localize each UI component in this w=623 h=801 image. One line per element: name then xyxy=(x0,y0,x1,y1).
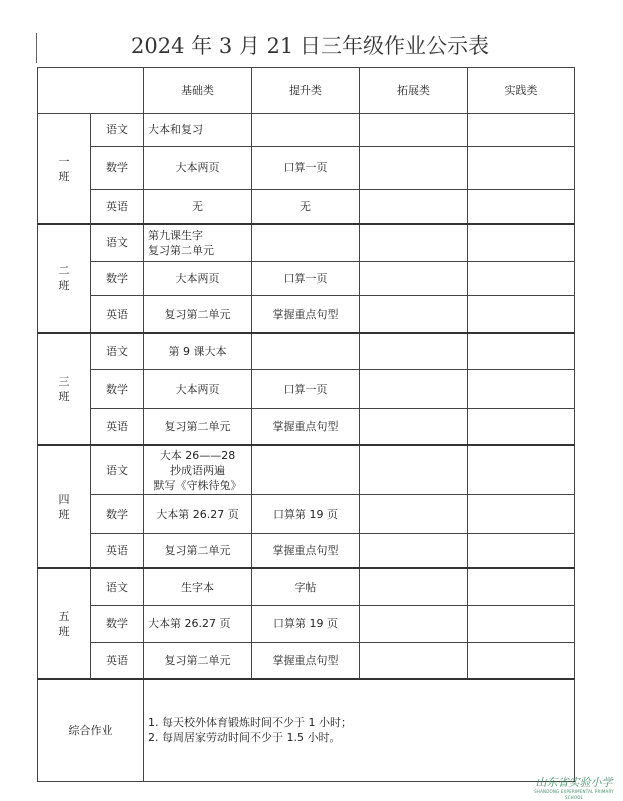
table-row xyxy=(38,605,575,642)
table-row xyxy=(38,568,575,605)
extended-cell xyxy=(360,568,468,605)
extended-cell xyxy=(360,146,468,189)
subject-cell: 语文 xyxy=(91,224,144,261)
basic-cell xyxy=(144,495,252,534)
cell-line: 第 9 课大本 xyxy=(168,344,227,358)
practice-cell xyxy=(468,642,575,679)
header-row xyxy=(38,68,575,114)
practice-cell xyxy=(468,568,575,605)
cell-line: 大本第 26.27 页 xyxy=(156,507,239,521)
extended-cell xyxy=(360,445,468,494)
advanced-cell xyxy=(252,114,360,147)
subject-cell: 数学 xyxy=(91,370,144,409)
header-corner-cell xyxy=(38,68,144,114)
advanced-cell xyxy=(252,261,360,296)
practice-cell xyxy=(468,333,575,370)
basic-cell xyxy=(144,409,252,446)
practice-cell xyxy=(468,114,575,147)
practice-cell xyxy=(468,296,575,333)
subject-cell: 数学 xyxy=(91,261,144,296)
cell-line: 掌握重点句型 xyxy=(272,653,339,667)
extended-cell xyxy=(360,261,468,296)
cell-line: 第九课生字 xyxy=(148,228,203,242)
advanced-cell xyxy=(252,189,360,224)
basic-cell xyxy=(144,605,252,642)
class-label-char: 五 xyxy=(58,609,70,623)
summary-content xyxy=(144,679,575,782)
summary-label: 综合作业 xyxy=(38,679,144,782)
cell-line: 复习第二单元 xyxy=(164,420,231,434)
cell-line: 口算第 19 页 xyxy=(273,507,338,521)
class-label-char: 班 xyxy=(58,390,70,404)
extended-cell xyxy=(360,224,468,261)
class-label-char: 班 xyxy=(58,507,70,521)
homework-table xyxy=(37,67,575,782)
subject-cell: 语文 xyxy=(91,568,144,605)
extended-cell xyxy=(360,370,468,409)
extended-cell xyxy=(360,409,468,446)
basic-cell xyxy=(144,224,252,261)
advanced-cell xyxy=(252,605,360,642)
class-label-char: 四 xyxy=(58,492,70,506)
table-row xyxy=(38,445,575,494)
practice-cell xyxy=(468,146,575,189)
cell-line: 复习第二单元 xyxy=(164,653,231,667)
table-row xyxy=(38,495,575,534)
homework-table-body xyxy=(38,68,575,782)
cell-line: 复习第二单元 xyxy=(148,243,214,257)
table-row xyxy=(38,370,575,409)
class-label-cell xyxy=(38,568,91,679)
summary-item: 1. 每天校外体育锻炼时间不少于 1 小时； xyxy=(148,716,352,730)
cell-line: 口算第 19 页 xyxy=(273,617,338,631)
cell-line: 大本两页 xyxy=(175,161,220,175)
advanced-cell xyxy=(252,409,360,446)
extended-cell xyxy=(360,605,468,642)
page-title: 2024 年 3 月 21 日三年级作业公示表 xyxy=(131,34,489,58)
table-row xyxy=(38,261,575,296)
subject-cell: 数学 xyxy=(91,495,144,534)
advanced-cell xyxy=(252,445,360,494)
advanced-cell xyxy=(252,370,360,409)
class-label-cell xyxy=(38,333,91,446)
subject-cell: 英语 xyxy=(91,642,144,679)
basic-cell xyxy=(144,114,252,147)
subject-cell: 英语 xyxy=(91,189,144,224)
subject-cell: 英语 xyxy=(91,409,144,446)
class-label-cell xyxy=(38,445,91,568)
header-practice: 实践类 xyxy=(468,68,575,114)
cell-line: 默写《守株待兔》 xyxy=(153,478,242,492)
practice-cell xyxy=(468,445,575,494)
practice-cell xyxy=(468,409,575,446)
advanced-cell xyxy=(252,495,360,534)
basic-cell xyxy=(144,333,252,370)
basic-cell xyxy=(144,568,252,605)
summary-row xyxy=(38,679,575,782)
table-row xyxy=(38,642,575,679)
cell-line: 字帖 xyxy=(294,580,317,594)
subject-cell: 数学 xyxy=(91,146,144,189)
practice-cell xyxy=(468,605,575,642)
class-label-cell xyxy=(38,114,91,225)
advanced-cell xyxy=(252,296,360,333)
class-label-cell xyxy=(38,224,91,333)
cell-line: 大本和复习 xyxy=(148,123,203,137)
basic-cell xyxy=(144,296,252,333)
extended-cell xyxy=(360,114,468,147)
cell-line: 大本第 26.27 页 xyxy=(148,617,231,631)
cell-line: 大本两页 xyxy=(175,271,220,285)
class-label-char: 班 xyxy=(58,169,70,183)
cell-line: 大本两页 xyxy=(175,382,220,396)
subject-cell: 语文 xyxy=(91,445,144,494)
school-logo xyxy=(528,776,620,798)
cell-line: 抄成语两遍 xyxy=(170,463,225,477)
basic-cell xyxy=(144,534,252,569)
extended-cell xyxy=(360,534,468,569)
class-label-char: 二 xyxy=(58,264,70,278)
table-row xyxy=(38,114,575,147)
extended-cell xyxy=(360,495,468,534)
practice-cell xyxy=(468,534,575,569)
basic-cell xyxy=(144,642,252,679)
advanced-cell xyxy=(252,568,360,605)
school-logo-en: SHANDONG EXPERIMENTAL PRIMARY SCHOOL xyxy=(534,789,614,800)
subject-cell: 英语 xyxy=(91,296,144,333)
basic-cell xyxy=(144,370,252,409)
advanced-cell xyxy=(252,146,360,189)
extended-cell xyxy=(360,296,468,333)
summary-item: 2. 每周居家劳动时间不少于 1.5 小时。 xyxy=(148,731,341,745)
cell-line: 口算一页 xyxy=(283,382,328,396)
extended-cell xyxy=(360,333,468,370)
cell-line: 生字本 xyxy=(181,580,214,594)
class-label-char: 三 xyxy=(58,375,70,389)
table-row xyxy=(38,534,575,569)
advanced-cell xyxy=(252,224,360,261)
table-row xyxy=(38,189,575,224)
cell-line: 无 xyxy=(300,200,311,214)
extended-cell xyxy=(360,642,468,679)
subject-cell: 语文 xyxy=(91,333,144,370)
text-cursor-bar xyxy=(36,33,37,63)
basic-cell xyxy=(144,189,252,224)
cell-line: 口算一页 xyxy=(283,271,328,285)
cell-line: 大本 26——28 xyxy=(159,448,236,462)
practice-cell xyxy=(468,261,575,296)
header-basic: 基础类 xyxy=(144,68,252,114)
advanced-cell xyxy=(252,534,360,569)
basic-cell xyxy=(144,146,252,189)
advanced-cell xyxy=(252,333,360,370)
class-label-char: 班 xyxy=(58,624,70,638)
table-row xyxy=(38,333,575,370)
cell-line: 掌握重点句型 xyxy=(272,307,339,321)
header-extended: 拓展类 xyxy=(360,68,468,114)
cell-line: 无 xyxy=(192,200,203,214)
table-row xyxy=(38,409,575,446)
cell-line: 复习第二单元 xyxy=(164,307,231,321)
cell-line: 复习第二单元 xyxy=(164,544,231,558)
basic-cell xyxy=(144,261,252,296)
practice-cell xyxy=(468,370,575,409)
advanced-cell xyxy=(252,642,360,679)
subject-cell: 英语 xyxy=(91,534,144,569)
practice-cell xyxy=(468,224,575,261)
class-label-char: 一 xyxy=(58,154,70,168)
header-advanced: 提升类 xyxy=(252,68,360,114)
table-row xyxy=(38,146,575,189)
school-logo-cn: 山东省实验小学 xyxy=(535,776,613,789)
basic-cell xyxy=(144,445,252,494)
cell-line: 掌握重点句型 xyxy=(272,544,339,558)
practice-cell xyxy=(468,189,575,224)
extended-cell xyxy=(360,189,468,224)
class-label-char: 班 xyxy=(58,279,70,293)
subject-cell: 数学 xyxy=(91,605,144,642)
cell-line: 口算一页 xyxy=(283,161,328,175)
subject-cell: 语文 xyxy=(91,114,144,147)
table-row xyxy=(38,296,575,333)
table-row xyxy=(38,224,575,261)
practice-cell xyxy=(468,495,575,534)
cell-line: 掌握重点句型 xyxy=(272,420,339,434)
